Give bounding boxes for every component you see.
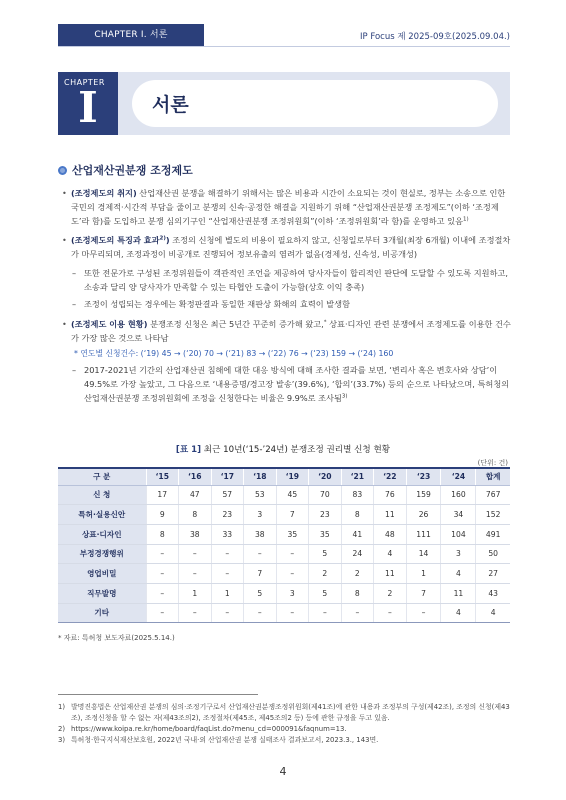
- table-cell: –: [244, 544, 277, 564]
- paragraph-features: [62, 233, 514, 261]
- paragraph-features-title: [71, 235, 170, 245]
- features-sub-item: [62, 297, 514, 311]
- table-cell: 26: [406, 505, 441, 525]
- table-header-cell: ‘22: [374, 468, 407, 485]
- paragraph-features-title-end: ): [165, 235, 170, 245]
- footnote-number: 2): [58, 725, 66, 733]
- footnote-text: 특허청·한국지식재산보호원, 2022년 국내·외 산업재산권 분쟁 실태조사 결과보고서, 2023.3., 143면.: [71, 736, 379, 744]
- table-cell: 57: [211, 485, 244, 505]
- table-cell: 53: [244, 485, 277, 505]
- dash-marker: –: [72, 268, 77, 278]
- table-header-cell: ‘17: [211, 468, 244, 485]
- table-cell: 5: [244, 583, 277, 603]
- table-cell: 152: [476, 505, 510, 525]
- paragraph-purpose-title: (조정제도의 취지): [71, 188, 137, 198]
- table-row: [58, 524, 510, 544]
- table-header-cell: ‘24: [441, 468, 476, 485]
- table-cell: –: [276, 603, 309, 623]
- table-header-cell: 합계: [476, 468, 510, 485]
- table-header-cell: ‘21: [341, 468, 374, 485]
- table-row-header: 상표·디자인: [58, 524, 146, 544]
- table-cell: 23: [211, 505, 244, 525]
- table-cell: 2: [374, 583, 407, 603]
- chapter-word: CHAPTER: [64, 78, 105, 87]
- footnote-item: [58, 735, 514, 746]
- table-cell: –: [374, 603, 407, 623]
- footnote-ref-3[interactable]: 3): [341, 393, 348, 400]
- table-cell: 767: [476, 485, 510, 505]
- table-cell: 70: [309, 485, 342, 505]
- body-text: [62, 186, 514, 408]
- features-sub-item: [62, 266, 514, 294]
- paragraph-usage-text: 분쟁조정 신청은 최근 5년간 꾸준히 증가해 왔고,: [147, 319, 324, 329]
- table-cell: 7: [406, 583, 441, 603]
- paragraph-usage-text-2: 상표·디자인 관련 분쟁에서 조정제도를 이용한 건수가 가장 많은 것으로 나타남: [71, 319, 511, 343]
- table-header-cell: ‘18: [244, 468, 277, 485]
- page-header: [0, 0, 566, 58]
- table-cell: 4: [441, 603, 476, 623]
- table-cell: 8: [179, 505, 212, 525]
- table-caption: [0, 443, 566, 455]
- table-cell: 35: [309, 524, 342, 544]
- paragraph-purpose: [62, 186, 514, 228]
- table-caption-text: 최근 10년(‘15-’24년) 분쟁조정 권리별 신청 현황: [201, 445, 391, 455]
- banner-title-box: [132, 80, 498, 127]
- data-table: [58, 467, 510, 623]
- footnote-item: [58, 724, 514, 735]
- table-source: * 자료: 특허청 보도자료(2025.5.14.): [58, 634, 175, 642]
- section-heading-text: 산업재산권분쟁 조정제도: [72, 164, 193, 177]
- table-row: [58, 564, 510, 584]
- table-cell: 8: [341, 583, 374, 603]
- table-header-cell: ‘19: [276, 468, 309, 485]
- table-cell: 3: [244, 505, 277, 525]
- footnote-text: 발명진흥법은 산업재산권 분쟁의 심의·조정기구로서 산업재산권분쟁조정위원회(제41조)에 관한 내용과 조정부의 구성(제42조), 조정의 신청(제43조), 조정신청을 할 수 없는 자(제43조의2), 조정절차(제45조, 제45조의2 등) 등에 관한 규정을 두고 있음.: [71, 703, 510, 722]
- usage-note: * 연도별 신청건수: (‘19) 45 → (‘20) 70 → (‘21) 83 → (‘22) 76 → (‘23) 159 → (‘24) 160: [74, 349, 394, 358]
- table-cell: –: [146, 583, 179, 603]
- footnote-ref-2[interactable]: 2): [159, 235, 166, 242]
- footnotes: [58, 702, 514, 746]
- table-cell: 23: [309, 505, 342, 525]
- table-cell: –: [179, 603, 212, 623]
- chapter-box: [58, 72, 118, 135]
- table-cell: 34: [441, 505, 476, 525]
- page-number: 4: [279, 765, 287, 778]
- table-cell: 35: [276, 524, 309, 544]
- usage-sub-text: 2017-2021년 기간의 산업재산권 침해에 대한 대응 방식에 대해 조사한 결과를 보면, ‘변리사 혹은 변호사와 상담’이 49.5%로 가장 높았고, 그 다음으로 ‘내용증명/경고장 발송’(39.6%), ‘합의’(33.7%) 등의 순으로 나타났으며, 특허청의 산업재산권분쟁 조정위원회에 조정을 신청한다는 비율은 9.9%로 조사됨: [84, 365, 510, 403]
- table-row: [58, 603, 510, 623]
- footnote-ref-1[interactable]: 1): [463, 216, 469, 223]
- table-cell: 1: [179, 583, 212, 603]
- table-cell: 160: [441, 485, 476, 505]
- table-row: [58, 505, 510, 525]
- table-row: [58, 583, 510, 603]
- table-cell: 38: [179, 524, 212, 544]
- chapter-tab: CHAPTER Ⅰ. 서론: [58, 24, 204, 46]
- table-cell: –: [211, 603, 244, 623]
- table-cell: 33: [211, 524, 244, 544]
- table-cell: 4: [374, 544, 407, 564]
- usage-sub-item: [62, 363, 514, 405]
- table-cell: 1: [406, 564, 441, 584]
- section-bullet-icon: [58, 166, 67, 175]
- paragraph-features-text: 조정의 신청에 별도의 비용이 필요하지 않고, 신청일로부터 3개월(최장 6개월) 이내에 조정절차가 마무리되며, 조정과정이 비공개로 진행되어 정보유출의 염려가 없음(경제성, 신속성, 비공개성): [71, 235, 511, 259]
- table-cell: 24: [341, 544, 374, 564]
- issue-info: IP Focus 제 2025-09호(2025.09.04.): [360, 32, 510, 42]
- table-cell: –: [341, 603, 374, 623]
- table-cell: –: [146, 603, 179, 623]
- table-header-cell: ‘15: [146, 468, 179, 485]
- chapter-numeral: I: [78, 83, 98, 132]
- footnote-number: 1): [58, 703, 66, 711]
- usage-note-marker: *: [323, 319, 327, 326]
- table-cell: –: [179, 544, 212, 564]
- table-cell: –: [406, 603, 441, 623]
- table-cell: 3: [276, 583, 309, 603]
- table-row-header: 부정경쟁행위: [58, 544, 146, 564]
- table-cell: 11: [441, 583, 476, 603]
- table-cell: 38: [244, 524, 277, 544]
- table-cell: 11: [374, 505, 407, 525]
- table-cell: 83: [341, 485, 374, 505]
- features-sub-text-2: 조정이 성립되는 경우에는 확정판결과 동일한 재판상 화해의 효력이 발생함: [84, 299, 351, 309]
- dash-marker: –: [72, 299, 77, 309]
- table-cell: –: [276, 564, 309, 584]
- chapter-banner: [58, 72, 510, 135]
- table-cell: 47: [179, 485, 212, 505]
- table-cell: 104: [441, 524, 476, 544]
- table-cell: 43: [476, 583, 510, 603]
- table-cell: –: [146, 544, 179, 564]
- table-cell: 27: [476, 564, 510, 584]
- table-cell: 4: [441, 564, 476, 584]
- table-caption-label: [표 1]: [175, 445, 202, 455]
- table-cell: –: [211, 564, 244, 584]
- table-cell: 159: [406, 485, 441, 505]
- table-cell: 7: [276, 505, 309, 525]
- table-cell: 8: [341, 505, 374, 525]
- table-row: [58, 485, 510, 505]
- table-header-cell: 구 분: [58, 468, 146, 485]
- table-cell: 491: [476, 524, 510, 544]
- table-cell: –: [276, 544, 309, 564]
- table-row: [58, 544, 510, 564]
- table-cell: 111: [406, 524, 441, 544]
- table-cell: –: [179, 564, 212, 584]
- paragraph-usage-title: (조정제도 이용 현황): [71, 319, 148, 329]
- table-row-header: 영업비밀: [58, 564, 146, 584]
- table-row-header: 기타: [58, 603, 146, 623]
- table-cell: 76: [374, 485, 407, 505]
- dash-marker: –: [72, 365, 77, 375]
- table-cell: 2: [309, 564, 342, 584]
- table-cell: 5: [309, 544, 342, 564]
- table-cell: 3: [441, 544, 476, 564]
- table-cell: 45: [276, 485, 309, 505]
- section-heading: [58, 162, 193, 178]
- table-cell: 50: [476, 544, 510, 564]
- table-cell: 8: [146, 524, 179, 544]
- table-cell: 17: [146, 485, 179, 505]
- header-rule: [58, 46, 510, 47]
- table-cell: 14: [406, 544, 441, 564]
- table-cell: 2: [341, 564, 374, 584]
- table-row-header: 신 청: [58, 485, 146, 505]
- table-cell: –: [146, 564, 179, 584]
- table-cell: 1: [211, 583, 244, 603]
- table-header-cell: ‘20: [309, 468, 342, 485]
- table-header-cell: ‘23: [406, 468, 441, 485]
- table-row-header: 특허·실용신안: [58, 505, 146, 525]
- table-cell: 9: [146, 505, 179, 525]
- footnote-item: [58, 702, 514, 724]
- table-cell: 11: [374, 564, 407, 584]
- paragraph-features-title-text: (조정제도의 특징과 효과: [71, 235, 160, 245]
- table-cell: –: [309, 603, 342, 623]
- table-cell: 41: [341, 524, 374, 544]
- table-header-row: [58, 468, 510, 485]
- table-row-header: 직무발명: [58, 583, 146, 603]
- table-cell: 7: [244, 564, 277, 584]
- table-cell: 4: [476, 603, 510, 623]
- table-header-cell: ‘16: [179, 468, 212, 485]
- table-unit: (단위: 건): [477, 459, 508, 467]
- paragraph-purpose-text: 산업재산권 분쟁을 해결하기 위해서는 많은 비용과 시간이 소요되는 것이 현실로, 정부는 소송으로 인한 국민의 경제적·시간적 부담을 줄이고 분쟁의 신속·공정한 해결을 지원하기 위해 “산업재산권분쟁 조정제도”(이하 ‘조정제도’라 함)를 도입하고 분쟁 심의기구인 “산업재산권분쟁 조정위원회”(이하 ‘조정위원회’라 함)를 운영하고 있음: [71, 188, 506, 226]
- table-cell: 48: [374, 524, 407, 544]
- footnote-number: 3): [58, 736, 66, 744]
- footnote-rule: [58, 694, 258, 695]
- footnote-link[interactable]: https://www.koipa.re.kr/home/board/faqList.do?menu_cd=000091&faqnum=13.: [71, 725, 347, 733]
- table-cell: –: [211, 544, 244, 564]
- features-sub-text-1: 또한 전문가로 구성된 조정위원들이 객관적인 조언을 제공하여 당사자들이 합리적인 판단에 도달할 수 있도록 지원하고, 소송과 달리 양 당사자가 만족할 수 있는 타협안 도출이 가능함(상호 이익 충족): [84, 268, 508, 292]
- paragraph-usage: [62, 317, 514, 345]
- chapter-title: 서론: [152, 94, 189, 116]
- table-cell: 5: [309, 583, 342, 603]
- table-cell: –: [244, 603, 277, 623]
